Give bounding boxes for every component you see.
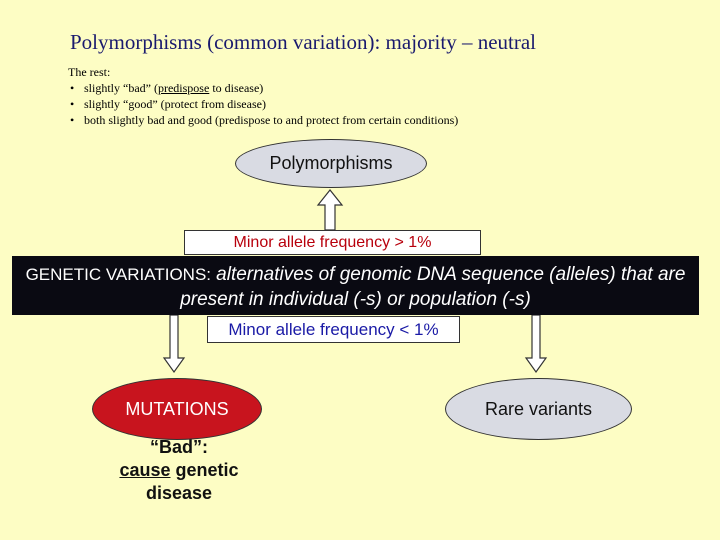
bad-note-line1: “Bad”: [150, 437, 208, 457]
bad-note-underlined: cause [119, 460, 171, 480]
rest-item-good: • slightly “good” (protect from disease) [68, 96, 458, 112]
rest-item-bad-prefix: slightly “bad” ( [84, 81, 158, 95]
rest-item-both: • both slightly bad and good (predispose to and protect from certain conditions) [68, 112, 458, 128]
rest-heading: The rest: [68, 65, 111, 79]
rest-item-bad-underlined: predispose [157, 81, 210, 95]
rest-item-bad-suffix: to disease) [209, 81, 264, 95]
slide-title: Polymorphisms (common variation): majority – neutral [70, 30, 537, 54]
polymorphisms-node: Polymorphisms [235, 139, 427, 188]
mutations-node: MUTATIONS [92, 378, 262, 440]
bad-note-line2 [104, 459, 254, 505]
banner-definition: alternatives of genomic DNA sequence (alleles) that are present in individual (-s) or population (-s) [180, 264, 686, 310]
banner-label: GENETIC VARIATIONS: [25, 265, 212, 284]
maf-low-box: Minor allele frequency < 1% [207, 316, 460, 343]
bad-note [104, 436, 254, 505]
rare-variants-node: Rare variants [445, 378, 632, 440]
bad-note-rest: genetic disease [145, 460, 239, 503]
arrow-down-rare-variants [526, 315, 546, 372]
arrow-up-polymorphisms [318, 190, 342, 230]
maf-high-box: Minor allele frequency > 1% [184, 230, 481, 255]
arrow-down-mutations [164, 315, 184, 372]
genetic-variations-banner [12, 256, 699, 315]
